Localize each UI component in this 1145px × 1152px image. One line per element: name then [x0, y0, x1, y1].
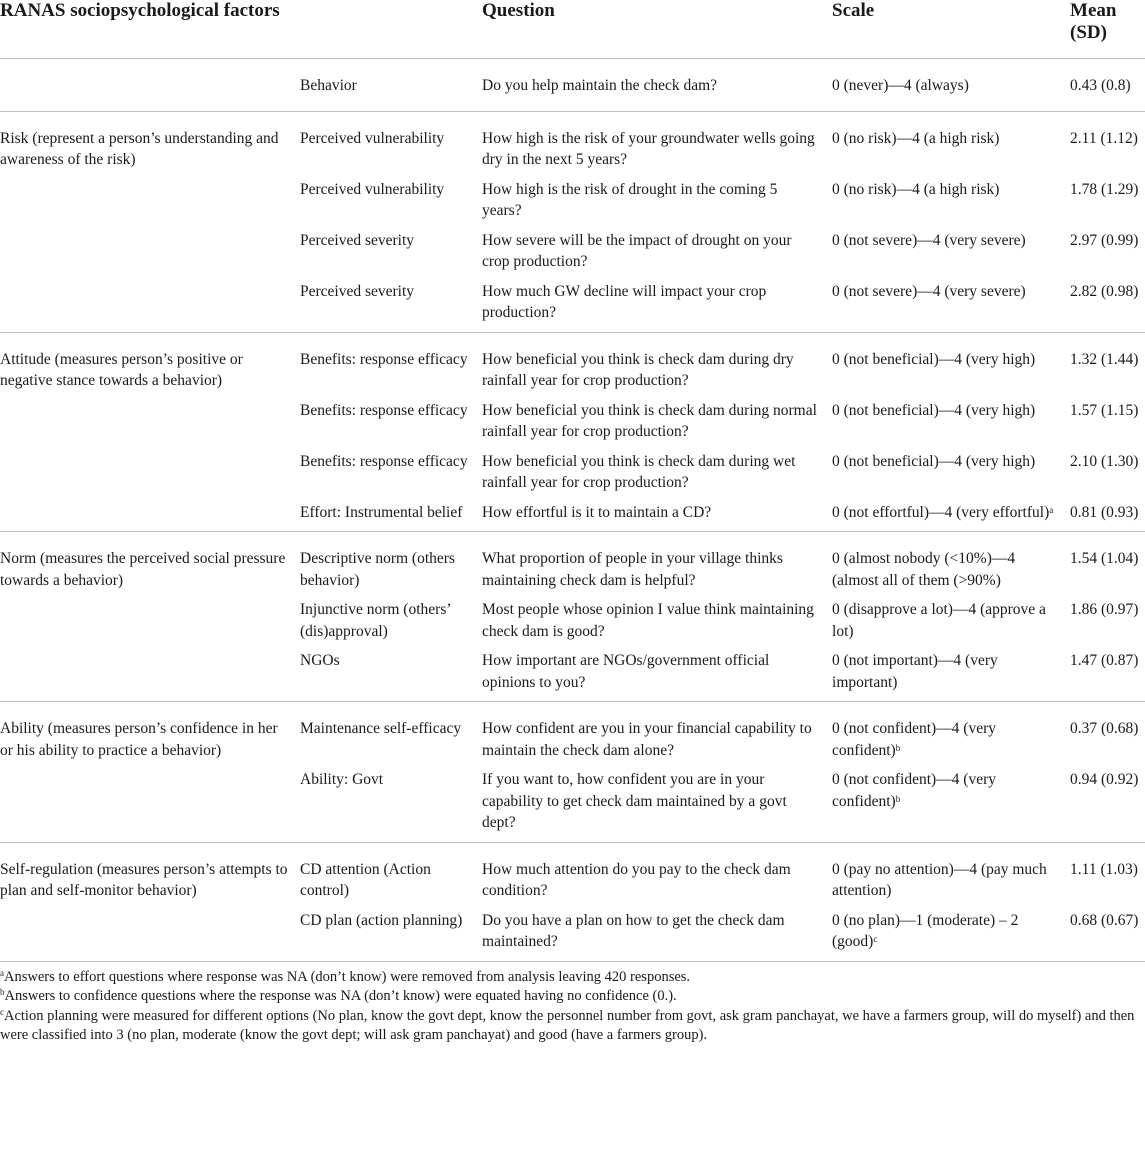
subfactor-cell: CD plan (action planning) — [300, 911, 463, 929]
question-cell: How confident are you in your financial capability to maintain the check dam alone? — [482, 720, 812, 759]
mean-cell: 1.32 (1.44) — [1070, 350, 1139, 368]
factor-cell-empty — [0, 281, 300, 333]
mean-cell: 2.82 (0.98) — [1070, 282, 1139, 300]
factor-cell-empty — [0, 400, 300, 451]
factor-cell-empty — [0, 769, 300, 842]
factor-cell: Self-regulation (measures person’s attempts to plan and self-monitor behavior) — [0, 860, 288, 899]
mean-cell: 1.11 (1.03) — [1070, 860, 1138, 878]
footnote-text: Answers to confidence questions where the response was NA (don’t know) were equated having no confidence (0.). — [4, 988, 677, 1004]
table-row — [0, 179, 1145, 230]
question-cell: How beneficial you think is check dam during wet rainfall year for crop production? — [482, 452, 796, 491]
table-row — [0, 532, 1145, 600]
scale-text: 0 (not important)—4 (very important) — [832, 652, 998, 691]
question-cell: How beneficial you think is check dam during normal rainfall year for crop production? — [482, 401, 817, 440]
table-row — [0, 702, 1145, 770]
subfactor-cell: Effort: Instrumental belief — [300, 503, 463, 521]
subfactor-cell: Benefits: response efficacy — [300, 401, 468, 419]
subfactor-cell: Maintenance self-efficacy — [300, 720, 462, 737]
question-cell: How much attention do you pay to the check dam condition? — [482, 860, 791, 899]
subfactor-cell: Perceived severity — [300, 282, 415, 300]
table-row — [0, 332, 1145, 400]
header-scale: Scale — [832, 0, 875, 21]
factor-cell: Risk (represent a person’s understanding and awareness of the risk) — [0, 129, 279, 168]
scale-text: 0 (not beneficial)—4 (very high) — [832, 350, 1036, 368]
table-row — [0, 650, 1145, 702]
scale-cell — [832, 400, 1070, 451]
scale-cell — [832, 451, 1070, 502]
header-row — [0, 0, 1145, 59]
table-row — [0, 59, 1145, 112]
scale-cell — [832, 842, 1070, 910]
scale-text: 0 (pay no attention)—4 (pay much attention) — [832, 860, 1047, 899]
question-cell: How severe will be the impact of drought on your crop production? — [482, 231, 792, 270]
subfactor-cell: NGOs — [300, 652, 340, 669]
footnote-text: Answers to effort questions where response was NA (don’t know) were removed from analysis leaving 420 responses. — [4, 968, 691, 985]
question-cell: What proportion of people in your village thinks maintaining check dam is helpful? — [482, 550, 783, 589]
footnote-mark: b — [0, 987, 5, 997]
mean-cell: 1.47 (0.87) — [1070, 652, 1139, 669]
mean-cell: 2.11 (1.12) — [1070, 129, 1138, 147]
scale-text: 0 (no risk)—4 (a high risk) — [832, 180, 1000, 198]
question-cell: How much GW decline will impact your crop production? — [482, 282, 767, 321]
question-cell: How high is the risk of your groundwater wells going dry in the next 5 years? — [482, 129, 815, 168]
factor-cell-empty — [0, 230, 300, 281]
mean-cell: 1.54 (1.04) — [1070, 550, 1139, 567]
question-cell: How important are NGOs/government official opinions to you? — [482, 652, 770, 691]
scale-cell — [832, 650, 1070, 702]
scale-cell — [832, 910, 1070, 962]
factor-cell: Ability (measures person’s confidence in her or his ability to practice a behavior) — [0, 720, 278, 759]
footnote — [0, 968, 1145, 988]
table-row — [0, 842, 1145, 910]
scale-cell — [832, 281, 1070, 333]
table-row — [0, 769, 1145, 842]
table-body — [0, 59, 1145, 962]
mean-cell: 1.78 (1.29) — [1070, 180, 1139, 198]
scale-text: 0 (not confident)—4 (very confident) — [832, 720, 997, 759]
subfactor-cell: Perceived vulnerability — [300, 180, 445, 198]
scale-cell — [832, 599, 1070, 650]
mean-cell: 2.97 (0.99) — [1070, 231, 1139, 249]
footnotes — [0, 962, 1145, 1046]
mean-cell: 0.43 (0.8) — [1070, 77, 1131, 94]
table-row — [0, 111, 1145, 179]
factor-cell-empty — [0, 179, 300, 230]
scale-cell — [832, 532, 1070, 600]
scale-text: 0 (no plan)—1 (moderate) – 2 (good) — [832, 911, 1019, 950]
footnote-marker: a — [1049, 504, 1054, 515]
factor-cell: Norm (measures the perceived social pressure towards a behavior) — [0, 550, 286, 589]
mean-cell: 2.10 (1.30) — [1070, 452, 1139, 470]
scale-cell — [832, 702, 1070, 770]
subfactor-cell: CD attention (Action control) — [300, 860, 431, 899]
factor-cell: Attitude (measures person’s positive or negative stance towards a behavior) — [0, 350, 243, 389]
header-factors: RANAS sociopsychological factors — [0, 0, 280, 21]
table-row — [0, 599, 1145, 650]
footnote-mark: a — [0, 967, 4, 978]
factor-cell-empty — [0, 910, 300, 962]
scale-text: 0 (not severe)—4 (very severe) — [832, 231, 1026, 249]
question-cell: How high is the risk of drought in the coming 5 years? — [482, 180, 778, 219]
question-cell: How beneficial you think is check dam during dry rainfall year for crop production? — [482, 350, 794, 389]
table-row — [0, 230, 1145, 281]
mean-cell: 0.37 (0.68) — [1070, 720, 1139, 737]
subfactor-cell: Descriptive norm (others behavior) — [300, 550, 455, 589]
question-cell: Most people whose opinion I value think maintaining check dam is good? — [482, 601, 814, 640]
scale-text: 0 (never)—4 (always) — [832, 77, 969, 94]
factor-cell-empty — [0, 502, 300, 532]
scale-text: 0 (disapprove a lot)—4 (approve a lot) — [832, 601, 1046, 640]
mean-cell: 0.81 (0.93) — [1070, 503, 1139, 521]
header-question: Question — [482, 0, 555, 21]
table-row — [0, 910, 1145, 962]
question-cell: How effortful is it to maintain a CD? — [482, 503, 712, 521]
footnote — [0, 987, 1145, 1007]
scale-text: 0 (not beneficial)—4 (very high) — [832, 401, 1036, 419]
subfactor-cell: Behavior — [300, 77, 357, 94]
mean-cell: 0.68 (0.67) — [1070, 911, 1139, 929]
table-row — [0, 281, 1145, 333]
scale-text: 0 (no risk)—4 (a high risk) — [832, 129, 1000, 147]
footnote-text: Action planning were measured for different options (No plan, know the govt dept, know the personnel number from govt, ask gram panchayat, we have a farmers group, will do myself) and then were classified into 3 (no plan, moderate (know the govt dept; will ask gram panchayat) and good (have a farmers group). — [0, 1007, 1135, 1043]
scale-text: 0 (not severe)—4 (very severe) — [832, 282, 1026, 300]
scale-text: 0 (almost nobody (<10%)—4 (almost all of them (>90%) — [832, 550, 1016, 589]
scale-text: 0 (not confident)—4 (very confident) — [832, 771, 997, 810]
scale-cell — [832, 769, 1070, 842]
question-cell: Do you have a plan on how to get the check dam maintained? — [482, 911, 785, 950]
subfactor-cell: Benefits: response efficacy — [300, 452, 468, 470]
scale-cell — [832, 332, 1070, 400]
scale-cell — [832, 59, 1070, 112]
scale-text: 0 (not beneficial)—4 (very high) — [832, 452, 1036, 470]
footnote-marker: b — [895, 742, 901, 753]
scale-cell — [832, 502, 1070, 532]
factor-cell-empty — [0, 599, 300, 650]
scale-text: 0 (not effortful)—4 (very effortful) — [832, 503, 1050, 521]
footnote-marker: c — [873, 934, 878, 944]
scale-cell — [832, 179, 1070, 230]
subfactor-cell: Ability: Govt — [300, 771, 384, 788]
mean-cell: 1.86 (0.97) — [1070, 601, 1139, 618]
question-cell: If you want to, how confident you are in your capability to get check dam maintained by a govt dept? — [482, 771, 787, 831]
scale-cell — [832, 230, 1070, 281]
mean-cell: 0.94 (0.92) — [1070, 771, 1139, 788]
subfactor-cell: Perceived severity — [300, 231, 415, 249]
footnote-mark: c — [0, 1006, 4, 1017]
table-row — [0, 400, 1145, 451]
header-mean: Mean (SD) — [1070, 0, 1117, 43]
table-row — [0, 451, 1145, 502]
scale-cell — [832, 111, 1070, 179]
factor-cell-empty — [0, 451, 300, 502]
factor-cell-empty — [0, 650, 300, 702]
table-row — [0, 502, 1145, 532]
footnote — [0, 1007, 1145, 1046]
footnote-marker: b — [895, 793, 901, 804]
subfactor-cell: Injunctive norm (others’ (dis)approval) — [300, 601, 451, 640]
subfactor-cell: Benefits: response efficacy — [300, 350, 468, 368]
mean-cell: 1.57 (1.15) — [1070, 401, 1139, 419]
question-cell: Do you help maintain the check dam? — [482, 77, 718, 94]
factor-cell — [0, 59, 300, 112]
subfactor-cell: Perceived vulnerability — [300, 129, 445, 147]
